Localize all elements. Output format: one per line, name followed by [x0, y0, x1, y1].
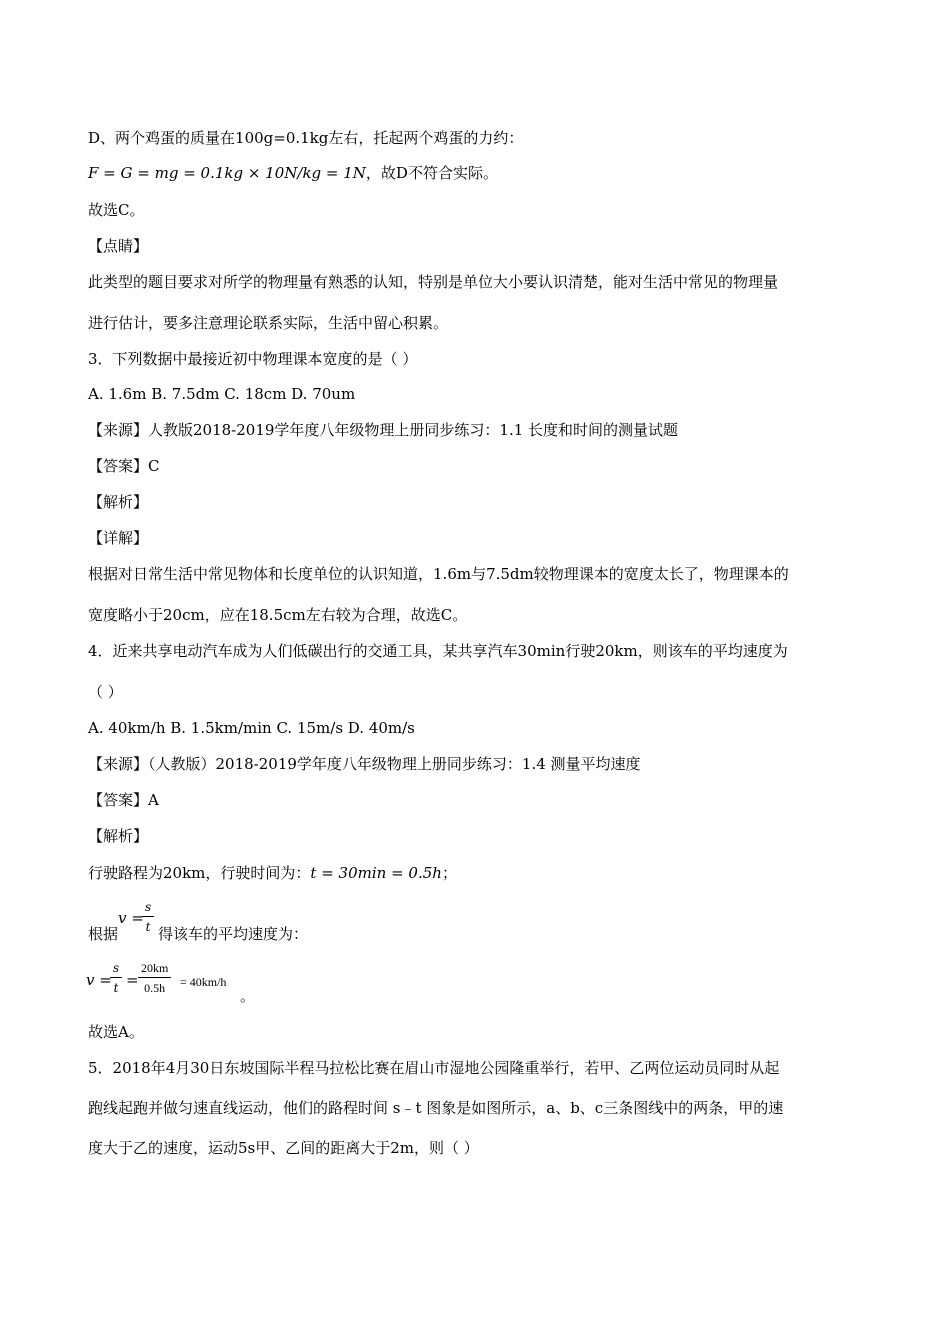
equation-line [88, 863, 457, 883]
equation-line [88, 163, 498, 183]
answer-line: 【答案】A [88, 791, 159, 809]
source-line: 【来源】（人教版）2018-2019学年度八年级物理上册同步练习：1.4 测量平均速度 [88, 755, 641, 773]
text-fragment: 。 [240, 987, 256, 1005]
question-title: 4．近来共享电动汽车成为人们低碳出行的交通工具，某共享汽车30min行驶20km，则该车的平均速度为 [88, 642, 788, 660]
section-heading: 【解析】 [88, 827, 149, 845]
formula-lhs: v = [118, 909, 144, 927]
text-line: D、两个鸡蛋的质量在100g=0.1kg左右，托起两个鸡蛋的力约： [88, 129, 524, 147]
text-line: 度大于乙的速度，运动5s甲、乙间的距离大于2m，则（ ） [88, 1139, 479, 1157]
question-title: 3．下列数据中最接近初中物理课本宽度的是（ ） [88, 350, 418, 368]
equals-sign: = [126, 971, 139, 989]
fraction-denominator: t [145, 920, 151, 934]
calc-result: = 40km/h [180, 975, 227, 989]
question-title: 5．2018年4月30日东坡国际半程马拉松比赛在眉山市湿地公园隆重举行，若甲、乙两位运动员同时从起 [88, 1059, 780, 1077]
answer-options: A. 1.6m B. 7.5dm C. 18cm D. 70um [88, 385, 356, 403]
text-fragment: ； [441, 864, 457, 882]
text-line: 宽度略小于20cm，应在18.5cm左右较为合理，故选C。 [88, 606, 468, 624]
section-heading: 【解析】 [88, 493, 149, 511]
fraction-numerator: s [110, 959, 122, 978]
time-equation: t = 30min = 0.5h [310, 864, 442, 882]
fraction-numerator: 20km [138, 959, 171, 978]
fraction-denominator: 0.5h [144, 981, 166, 995]
text-fragment: 得该车的平均速度为： [158, 925, 309, 943]
calc-fraction-1 [110, 959, 122, 998]
text-line: 根据对日常生活中常见物体和长度单位的认识知道，1.6m与7.5dm较物理课本的宽度太长了，物理课本的 [88, 565, 789, 583]
text-line: 跑线起跑并做匀速直线运动，他们的路程时间 s﹣t 图象是如图所示，a、b、c三条图线中的两条，甲的速 [88, 1099, 784, 1117]
force-equation: F = G = mg = 0.1kg × 10N/kg = 1N [88, 164, 366, 182]
answer-options: A. 40km/h B. 1.5km/min C. 15m/s D. 40m/s [88, 719, 415, 737]
text-line: 故选A。 [88, 1023, 144, 1041]
section-heading: 【详解】 [88, 529, 149, 547]
fraction-denominator: t [113, 981, 119, 995]
text-line: 进行估计，要多注意理论联系实际，生活中留心积累。 [88, 314, 449, 332]
calc-fraction-2 [138, 959, 171, 998]
text-fragment: ，故D不符合实际。 [365, 164, 498, 182]
source-line: 【来源】人教版2018-2019学年度八年级物理上册同步练习：1.1 长度和时间的测量试题 [88, 421, 679, 439]
text-line: 故选C。 [88, 201, 145, 219]
section-heading: 【点睛】 [88, 237, 149, 255]
text-line: （ ） [88, 683, 123, 701]
text-fragment: 行驶路程为20km，行驶时间为： [88, 864, 311, 882]
text-fragment: 根据 [88, 925, 119, 943]
text-line: 此类型的题目要求对所学的物理量有熟悉的认知，特别是单位大小要认识清楚，能对生活中常见的物理量 [88, 273, 779, 291]
fraction-numerator: s [142, 898, 154, 917]
calc-lhs: v = [86, 971, 112, 989]
answer-line: 【答案】C [88, 457, 160, 475]
formula-fraction [142, 898, 154, 937]
